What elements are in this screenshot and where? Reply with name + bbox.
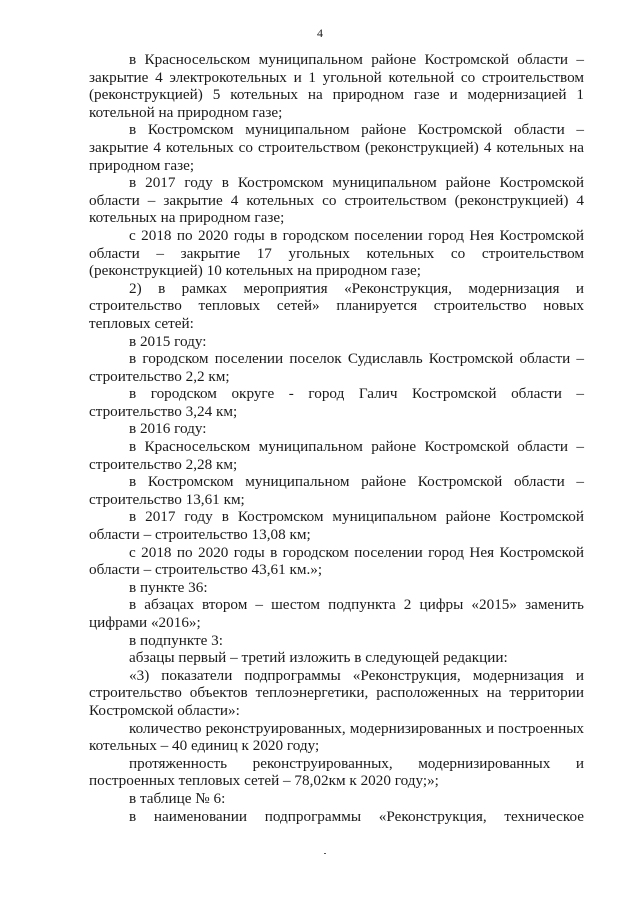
paragraph: в подпункте 3: [129,631,223,649]
paragraph: в наименовании подпрограммы «Реконструкция, техническое [129,807,584,825]
page-number: 4 [317,26,323,40]
paragraph: в Красносельском муниципальном районе Костромской области – строительство 2,28 км; [89,438,584,473]
paragraph: в пункте 36: [129,578,208,596]
paragraph: в Красносельском муниципальном районе Костромской области – закрытие 4 электрокотельных и 1 угольной котельной со строительством (реконструкцией) 5 котельных на природном газе и модернизацией 1 котельной на природном газе; [89,51,584,121]
paragraph: в Костромском муниципальном районе Костромской области – закрытие 4 котельных со строительством (реконструкцией) 4 котельных на природном газе; [89,121,584,174]
paragraph: протяженность реконструированных, модернизированных и построенных тепловых сетей – 78,02км к 2020 году;»; [89,754,584,790]
paragraph: в абзацах втором – шестом подпункта 2 цифры «2015» заменить цифрами «2016»; [89,596,584,631]
paragraph: абзацы первый – третий изложить в следующей редакции: [129,649,508,667]
paragraph: 2) в рамках мероприятия «Реконструкция, модернизация и строительство тепловых сетей» планируется строительство новых тепловых сетей: [89,279,584,332]
paragraph: с 2018 по 2020 годы в городском поселении город Нея Костромской области – закрытие 17 угольных котельных со строительством (реконструкцией) 10 котельных на природном газе; [89,226,584,280]
paragraph: в Костромском муниципальном районе Костромской области – строительство 13,61 км; [89,473,584,508]
paragraph: в городском поселении поселок Судиславль Костромской области – строительство 2,2 км; [89,350,584,385]
paragraph: в городском округе - город Галич Костромской области – строительство 3,24 км; [89,385,584,420]
document-body [89,51,584,825]
paragraph: «3) показатели подпрограммы «Реконструкция, модернизация и строительство объектов теплоэнергетики, расположенных на территории Костромской области»: [89,666,584,719]
paragraph: в таблице № 6: [129,789,226,807]
paragraph: в 2016 году: [129,420,207,438]
paragraph: с 2018 по 2020 годы в городском поселении город Нея Костромской области – строительство 43,61 км.»; [89,543,584,579]
paragraph: в 2017 году в Костромском муниципальном районе Костромской области – закрытие 4 котельных со строительством (реконструкцией) 4 котельных на природном газе; [89,174,584,227]
paragraph: в 2017 году в Костромском муниципальном районе Костромской области – строительство 13,08 км; [89,508,584,544]
paragraph: количество реконструированных, модернизированных и построенных котельных – 40 единиц к 2020 году; [89,719,584,755]
scan-speck [324,853,326,854]
paragraph: в 2015 году: [129,332,207,350]
